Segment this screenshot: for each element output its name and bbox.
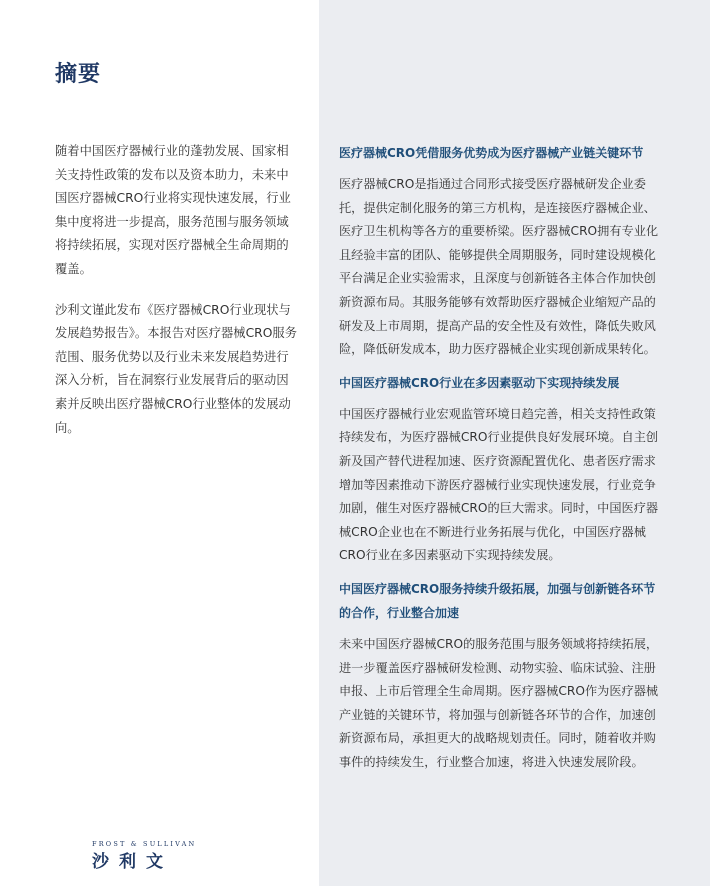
logo-chinese-text: 沙利文: [92, 852, 173, 872]
section-heading: 中国医疗器械CRO服务持续升级拓展，加强与创新链各环节的合作，行业整合加速: [339, 581, 656, 620]
section-body: 未来中国医疗器械CRO的服务范围与服务领域将持续拓展，进一步覆盖医疗器械研发检测、动物实验、临床试验、注册申报、上市后管理全生命周期。医疗器械CRO作为医疗器械产业链的关键环节，将加强与创新链各环节的合作，加速创新资源布局，承担更大的战略规划责任。同时，随着收并购事件的持续发生，行业整合加速，将进入快速发展阶段。: [339, 636, 659, 769]
summary-sections: [339, 141, 663, 783]
intro-paragraph: 随着中国医疗器械行业的蓬勃发展、国家相关支持性政策的发布以及资本助力，未来中国医疗器械CRO行业将实现快速发展，行业集中度将进一步提高，服务范围与服务领域将持续拓展，实现对医疗器械全生命周期的覆盖。: [55, 144, 291, 276]
page-title: 摘要: [55, 62, 102, 87]
logo-english-text: FROST & SULLIVAN: [92, 840, 197, 848]
intro-text: [55, 140, 297, 457]
frost-sullivan-logo: [92, 840, 202, 876]
section-heading: 中国医疗器械CRO行业在多因素驱动下实现持续发展: [339, 375, 620, 390]
section-body: 中国医疗器械行业宏观监管环境日趋完善，相关支持性政策持续发布，为医疗器械CRO行业提供良好发展环境。自主创新及国产替代进程加速、医疗资源配置优化、患者医疗需求增加等因素推动下游医疗器械行业实现快速发展，行业竞争加剧，催生对医疗器械CRO的巨大需求。同时，中国医疗器械CRO企业也在不断进行业务拓展与优化，中国医疗器械CRO行业在多因素驱动下实现持续发展。: [339, 406, 659, 563]
section-industry-drivers: [339, 371, 663, 568]
section-service-advantage: [339, 141, 663, 362]
section-body: 医疗器械CRO是指通过合同形式接受医疗器械研发企业委托，提供定制化服务的第三方机构，是连接医疗器械企业、医疗卫生机构等各方的重要桥梁。医疗器械CRO拥有专业化且经验丰富的团队、能够提供全周期服务，同时建设规模化平台满足企业实验需求，且深度与创新链各主体合作加快创新资源布局。其服务能够有效帮助医疗器械企业缩短产品的研发及上市周期，提高产品的安全性及有效性，降低失败风险，降低研发成本，助力医疗器械企业实现创新成果转化。: [339, 177, 659, 357]
section-service-upgrade: [339, 577, 663, 775]
section-heading: 医疗器械CRO凭借服务优势成为医疗器械产业链关键环节: [339, 146, 644, 160]
intro-paragraph: 沙利文谨此发布《医疗器械CRO行业现状与发展趋势报告》。本报告对医疗器械CRO服务范围、服务优势以及行业未来发展趋势进行深入分析，旨在洞察行业发展背后的驱动因素并反映出医疗器械CRO行业整体的发展动向。: [55, 302, 298, 435]
